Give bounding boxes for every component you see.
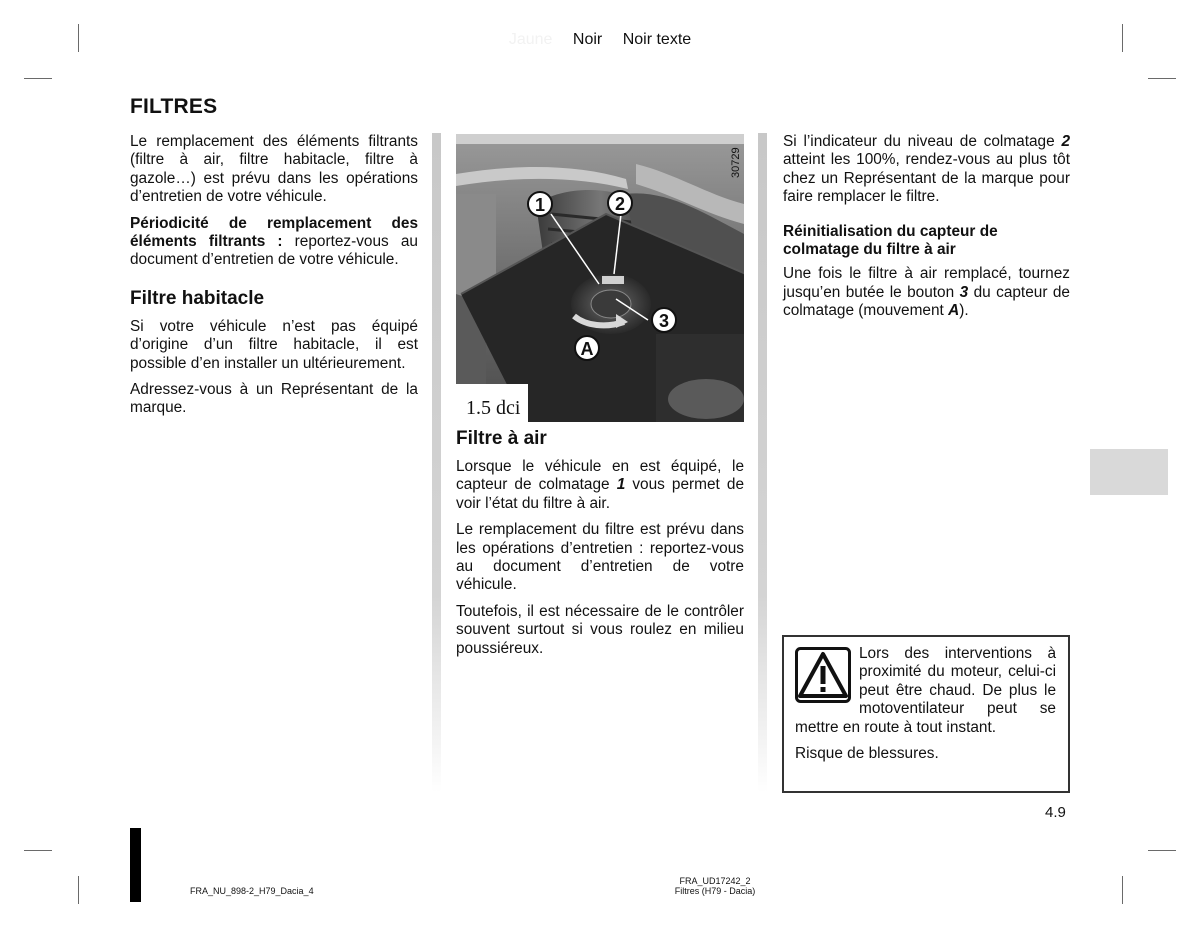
svg-text:3: 3 <box>658 311 670 331</box>
air-filter-sensor-paragraph <box>456 458 744 513</box>
callout-a <box>575 336 599 360</box>
engine-photo <box>456 134 744 422</box>
footer-reference-title: Filtres (H79 - Dacia) <box>674 886 756 896</box>
crop-mark <box>24 78 52 79</box>
warning-risk-text: Risque de blessures. <box>795 745 939 763</box>
text-span: ). <box>959 302 969 320</box>
warning-text: Lors des interventions à proximité du moteur, celui-ci peut être chaud. De plus le motoventilateur peut se mettre en route à tout instant. <box>795 645 1056 736</box>
page-number: 4.9 <box>1045 804 1066 821</box>
crop-mark <box>1122 876 1123 904</box>
column-middle <box>456 428 744 666</box>
footer-reference-code: FRA_UD17242_2 <box>679 876 751 886</box>
cabin-filter-heading: Filtre habitacle <box>130 287 265 309</box>
sensor-reset-heading: Réinitialisation du capteur de colmatage du filtre à air <box>783 222 998 259</box>
print-registration-bar <box>130 828 141 902</box>
callout-2 <box>608 191 632 215</box>
warning-triangle-icon <box>795 647 851 703</box>
text-span: du capteur de colmatage (mouvement <box>783 283 1070 320</box>
reference-number: 3 <box>959 283 969 301</box>
intro-paragraph: Le remplacement des éléments filtrants (filtre à air, filtre habitacle, filtre à gazole…) est prévu dans les opérations d’entretien de votre véhicule. <box>130 133 418 206</box>
text-span: Lorsque le véhicule en est équipé, le capteur de colmatage <box>456 458 744 494</box>
svg-text:1: 1 <box>534 195 546 215</box>
crop-mark <box>24 850 52 851</box>
reference-number: 1 <box>616 476 626 494</box>
clogging-indicator-paragraph <box>783 133 1070 207</box>
air-filter-heading: Filtre à air <box>456 428 547 449</box>
color-label-black: Noir <box>572 31 603 48</box>
column-divider <box>758 133 767 793</box>
engine-label: 1.5 dci <box>466 397 521 419</box>
callout-1 <box>528 192 552 216</box>
warning-box <box>782 635 1070 793</box>
column-right <box>783 133 1070 329</box>
cabin-filter-paragraph: Si votre véhicule n’est pas équipé d’origine d’un filtre habitacle, il est possible d’en installer un ultérieurement. <box>130 317 418 372</box>
crop-mark <box>1148 78 1176 79</box>
photo-reference-text: 30729 <box>730 147 742 178</box>
svg-text:2: 2 <box>614 194 626 214</box>
callout-3 <box>652 308 676 332</box>
periodicity-paragraph <box>130 215 418 270</box>
footer-reference <box>600 876 830 896</box>
air-filter-replacement-paragraph: Le remplacement du filtre est prévu dans les opérations d’entretien : reportez-vous au document d’entretien de votre véhicule. <box>456 521 744 594</box>
color-label-yellow: Jaune <box>508 31 553 48</box>
text-span: Une fois le filtre à air remplacé, tournez jusqu’en butée le bouton <box>783 265 1070 301</box>
print-color-labels <box>0 31 1200 49</box>
photo-reference-number <box>730 147 742 178</box>
text-span: atteint les 100%, rendez-vous au plus tôt chez un Représentant de la marque pour faire remplacer le filtre. <box>783 151 1070 206</box>
crop-mark <box>78 876 79 904</box>
column-divider <box>432 133 441 793</box>
page-title: FILTRES <box>130 95 218 118</box>
engine-illustration <box>456 134 744 422</box>
text-span: Si l’indicateur du niveau de colmatage <box>783 133 1062 150</box>
crop-mark <box>1148 850 1176 851</box>
sensor-reset-paragraph <box>783 265 1070 320</box>
cabin-filter-dealer-paragraph: Adressez-vous à un Représentant de la marque. <box>130 381 418 417</box>
column-left <box>130 133 418 426</box>
periodicity-text: reportez-vous au document d’entretien de votre véhicule. <box>130 233 418 269</box>
text-span: vous permet de voir l’état du filtre à air. <box>456 476 744 512</box>
footer-document-code: FRA_NU_898-2_H79_Dacia_4 <box>190 886 314 896</box>
reference-letter: A <box>948 302 960 320</box>
air-filter-check-paragraph: Toutefois, il est nécessaire de le contrôler souvent surtout si vous roulez en milieu poussiéreux. <box>456 602 744 657</box>
chapter-tab <box>1090 449 1168 495</box>
periodicity-label: Périodicité de remplacement des éléments filtrants : <box>130 214 418 251</box>
svg-text:A: A <box>580 339 594 359</box>
reference-number: 2 <box>1061 133 1070 150</box>
color-label-black-text: Noir texte <box>622 31 692 48</box>
